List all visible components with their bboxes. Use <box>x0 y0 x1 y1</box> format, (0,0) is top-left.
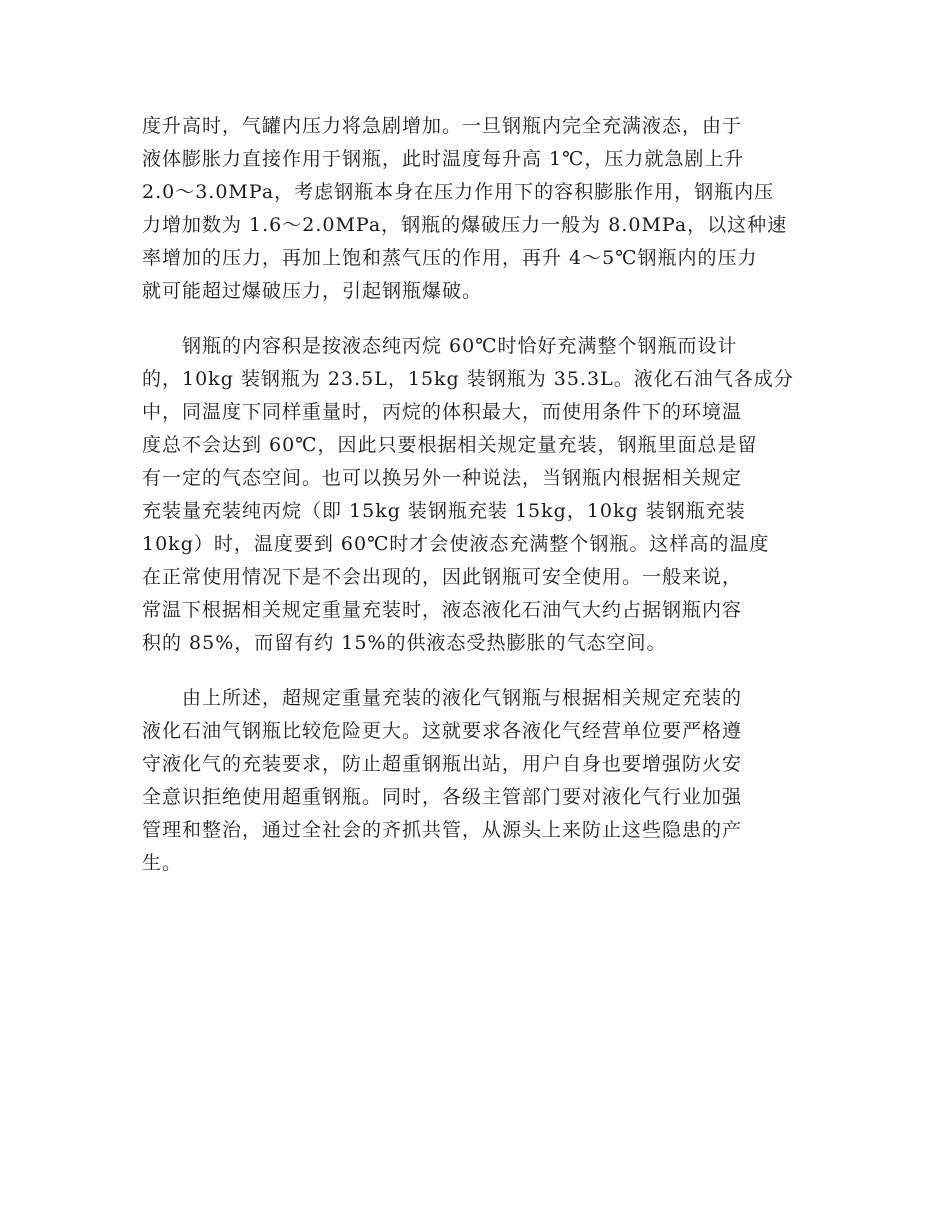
text-line: 常温下根据相关规定重量充装时，液态液化石油气大约占据钢瓶内容 <box>142 599 743 621</box>
text-line: 2.0～3.0MPa，考虑钢瓶本身在压力作用下的容积膨胀作用，钢瓶内压 <box>142 181 775 203</box>
text-line: 全意识拒绝使用超重钢瓶。同时，各级主管部门要对液化气行业加强 <box>142 786 743 808</box>
paragraph-2 <box>142 330 804 660</box>
text-line: 度总不会达到 60℃，因此只要根据相关规定量充装，钢瓶里面总是留 <box>142 434 758 456</box>
text-line: 10kg）时，温度要到 60℃时才会使液态充满整个钢瓶。这样高的温度 <box>142 533 770 555</box>
text-line: 积的 85%，而留有约 15%的供液态受热膨胀的气态空间。 <box>142 632 667 654</box>
text-line: 管理和整治，通过全社会的齐抓共管，从源头上来防止这些隐患的产 <box>142 819 743 841</box>
text-line: 液化石油气钢瓶比较危险更大。这就要求各液化气经营单位要严格遵 <box>142 720 743 742</box>
paragraph-gap <box>142 308 804 330</box>
paragraph-3 <box>142 682 804 880</box>
text-line: 钢瓶的内容积是按液态纯丙烷 60℃时恰好充满整个钢瓶而设计 <box>182 335 738 357</box>
document-body <box>142 110 804 880</box>
text-line: 生。 <box>142 852 183 874</box>
text-line: 由上所述，超规定重量充装的液化气钢瓶与根据相关规定充装的 <box>182 687 743 709</box>
text-line: 率增加的压力，再加上饱和蒸气压的作用，再升 4～5℃钢瓶内的压力 <box>142 247 758 269</box>
text-line: 中，同温度下同样重量时，丙烷的体积最大，而使用条件下的环境温 <box>142 401 743 423</box>
text-line: 有一定的气态空间。也可以换另外一种说法，当钢瓶内根据相关规定 <box>142 467 743 489</box>
text-line: 力增加数为 1.6～2.0MPa，钢瓶的爆破压力一般为 8.0MPa，以这种速 <box>142 214 788 236</box>
text-line: 度升高时，气罐内压力将急剧增加。一旦钢瓶内完全充满液态，由于 <box>142 115 743 137</box>
paragraph-gap <box>142 660 804 682</box>
text-line: 的，10kg 装钢瓶为 23.5L，15kg 装钢瓶为 35.3L。液化石油气各成分 <box>142 368 794 390</box>
text-line: 液体膨胀力直接作用于钢瓶，此时温度每升高 1℃，压力就急剧上升 <box>142 148 745 170</box>
paragraph-1 <box>142 110 804 308</box>
text-line: 充装量充装纯丙烷（即 15kg 装钢瓶充装 15kg，10kg 装钢瓶充装 <box>142 500 746 522</box>
text-line: 守液化气的充装要求，防止超重钢瓶出站，用户自身也要增强防火安 <box>142 753 743 775</box>
text-line: 就可能超过爆破压力，引起钢瓶爆破。 <box>142 280 483 302</box>
text-line: 在正常使用情况下是不会出现的，因此钢瓶可安全使用。一般来说， <box>142 566 743 588</box>
